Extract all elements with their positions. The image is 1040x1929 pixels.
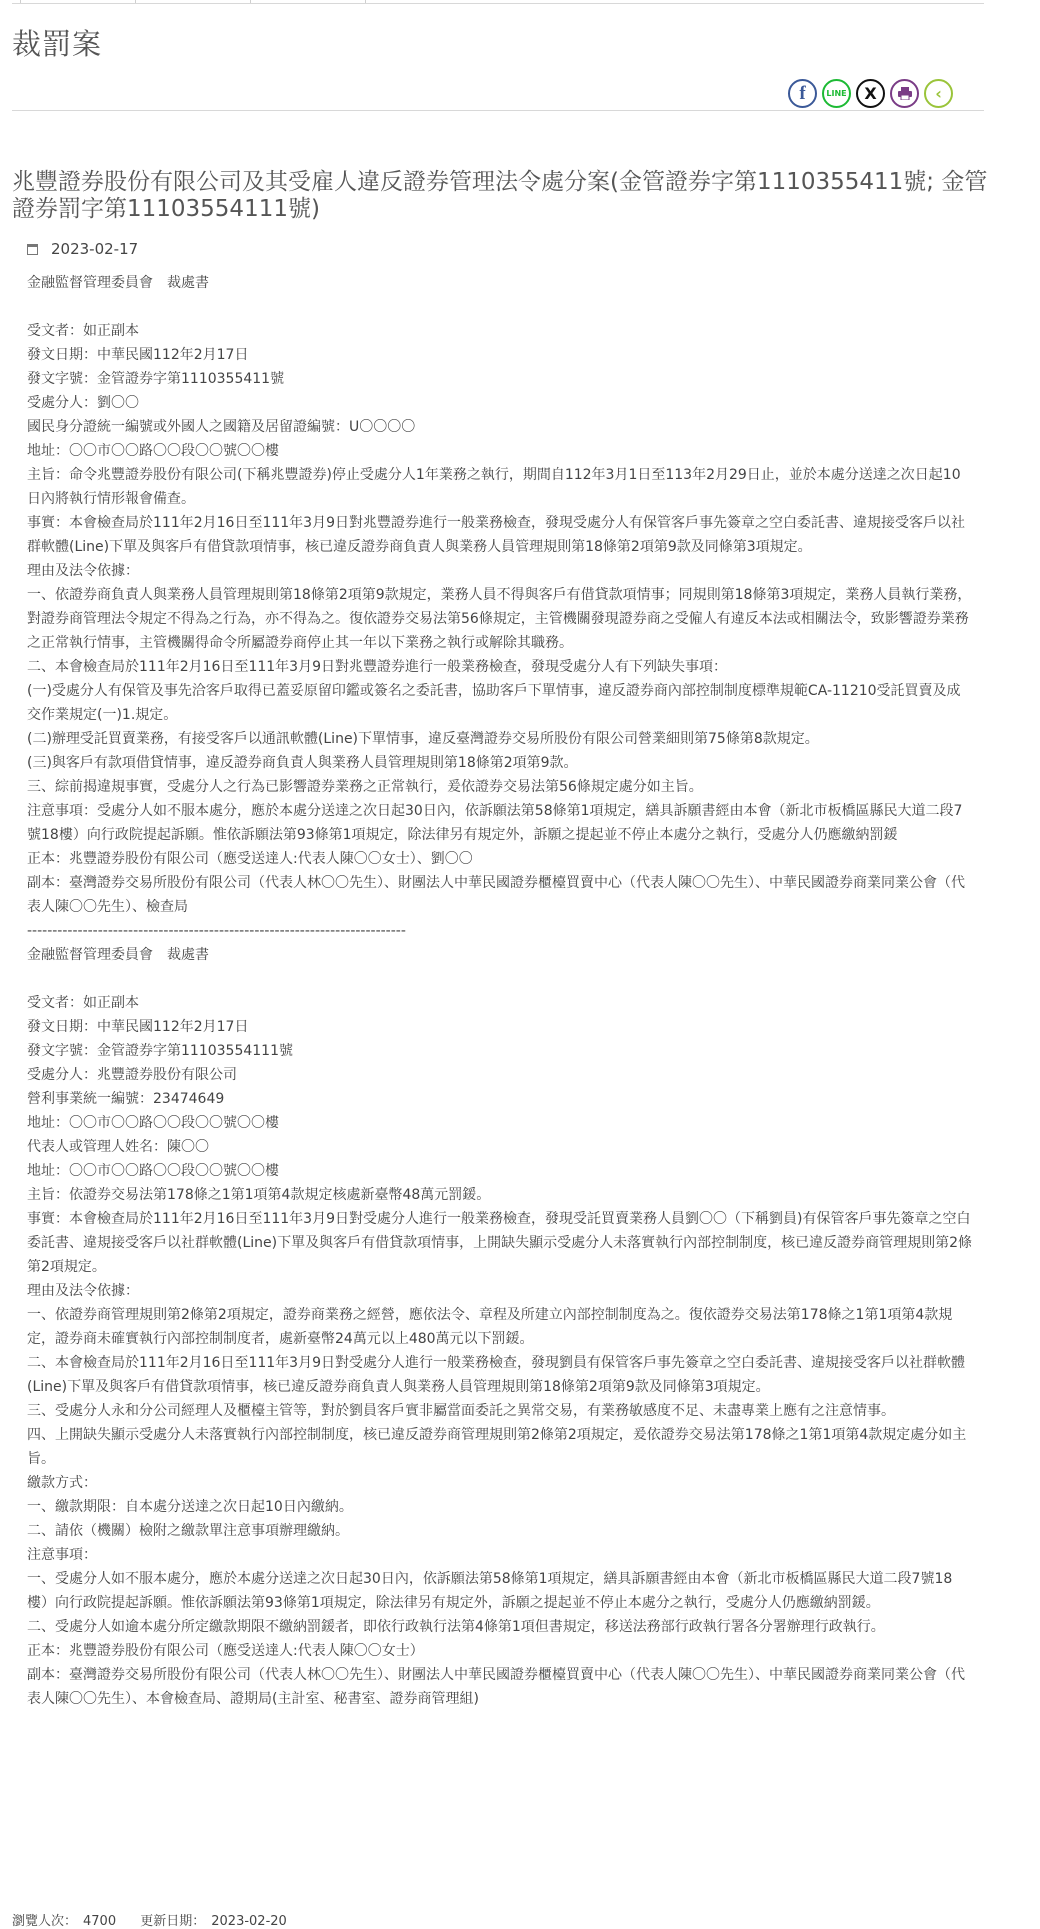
body-line: 副本：臺灣證券交易所股份有限公司（代表人林〇〇先生）、財團法人中華民國證券櫃檯買賣中心（代表人陳〇〇先生）、中華民國證券商業同業公會（代表人陳〇〇先生）、檢查局	[27, 875, 965, 915]
body-line: 主旨：依證券交易法第178條之1第1項第4款規定核處新臺幣48萬元罰鍰。	[27, 1187, 491, 1203]
body-line: 事實：本會檢查局於111年2月16日至111年3月9日對兆豐證券進行一般業務檢查，發現受處分人有保管客戶事先簽章之空白委託書、違規接受客戶以社群軟體(Line)下單及與客戶有借貸款項情事，核已違反證券商負責人與業務人員管理規則第18條第2項第9款及同條第3項規定。	[27, 515, 965, 555]
body-line: 事實：本會檢查局於111年2月16日至111年3月9日對受處分人進行一般業務檢查，發現受託買賣業務人員劉〇〇（下稱劉員)有保管客戶事先簽章之空白委託書、違規接受客戶以社群軟體(Line)下單及與客戶有借貸款項情事，上開缺失顯示受處分人未落實執行內部控制制度，核已違反證券商管理規則第2條第2項規定。	[27, 1211, 973, 1275]
body-line: 副本：臺灣證券交易所股份有限公司（代表人林〇〇先生）、財團法人中華民國證券櫃檯買賣中心（代表人陳〇〇先生）、中華民國證券商業同業公會（代表人陳〇〇先生）、本會檢查局、證期局(主計室、秘書室、證券商管理組)	[27, 1667, 965, 1707]
body-line: 受處分人：兆豐證券股份有限公司	[27, 1067, 237, 1083]
body-line: 金融監督管理委員會 裁處書	[27, 947, 209, 963]
body-line: 發文字號：金管證券字第1110355411號	[27, 371, 285, 387]
body-line: 代表人或管理人姓名：陳〇〇	[27, 1139, 209, 1155]
body-line: 注意事項：	[27, 1547, 97, 1563]
body-line: 一、受處分人如不服本處分，應於本處分送達之次日起30日內，依訴願法第58條第1項規定，繕具訴願書經由本會（新北市板橋區縣民大道二段7號18樓）向行政院提起訴願。惟依訴願法第93條第1項規定，除法律另有規定外，訴願之提起並不停止本處分之執行，受處分人仍應繳納罰鍰。	[27, 1571, 953, 1611]
body-line: 三、受處分人永和分公司經理人及櫃檯主管等，對於劉員客戶實非屬當面委託之異常交易，有業務敏感度不足、未盡專業上應有之注意情事。	[27, 1403, 895, 1419]
views-count: 4700	[83, 1914, 117, 1929]
body-line: (二)辦理受託買賣業務，有接受客戶以通訊軟體(Line)下單情事，違反臺灣證券交易所股份有限公司營業細則第75條第8款規定。	[27, 731, 819, 747]
body-line: 二、本會檢查局於111年2月16日至111年3月9日對兆豐證券進行一般業務檢查，發現受處分人有下列缺失事項：	[27, 659, 727, 675]
body-line: 理由及法令依據：	[27, 563, 139, 579]
body-line: 理由及法令依據：	[27, 1283, 139, 1299]
article-date-row	[27, 240, 138, 258]
body-line: 受文者：如正副本	[27, 323, 139, 339]
body-line: 一、依證券商管理規則第2條第2項規定，證券商業務之經營，應依法令、章程及所建立內部控制制度為之。復依證券交易法第178條之1第1項第4款規定，證券商未確實執行內部控制制度者，處新臺幣24萬元以上480萬元以下罰鍰。	[27, 1307, 953, 1347]
page-footer	[12, 1910, 293, 1929]
body-line: 地址：〇〇市〇〇路〇〇段〇〇號〇〇樓	[27, 1115, 279, 1131]
print-button[interactable]	[890, 79, 919, 108]
title-divider	[12, 110, 984, 111]
article-body	[27, 271, 972, 1711]
body-line: (一)受處分人有保管及事先洽客戶取得已蓋妥原留印鑑或簽名之委託書，協助客戶下單情事，違反證券商內部控制制度標準規範CA-11210受託買賣及成交作業規定(一)1.規定。	[27, 683, 961, 723]
body-line: 發文字號：金管證券字第11103554111號	[27, 1043, 293, 1059]
body-line: (三)與客戶有款項借貸情事，違反證券商負責人與業務人員管理規則第18條第2項第9款。	[27, 755, 578, 771]
share-toolbar	[788, 79, 953, 111]
line-share-button[interactable]: LINE	[822, 79, 851, 108]
body-line: 四、上開缺失顯示受處分人未落實執行內部控制制度，核已違反證券商管理規則第2條第2項規定，爰依證券交易法第178條之1第1項第4款規定處分如主旨。	[27, 1427, 967, 1467]
body-line: ---------------------------------------------------------------------------	[27, 923, 406, 939]
body-line: 注意事項：受處分人如不服本處分，應於本處分送達之次日起30日內，依訴願法第58條第1項規定，繕具訴願書經由本會（新北市板橋區縣民大道二段7號18樓）向行政院提起訴願。惟依訴願法第93條第1項規定，除法律另有規定外，訴願之提起並不停止本處分之執行，受處分人仍應繳納罰鍰	[27, 803, 963, 843]
body-line: 營利事業統一編號：23474649	[27, 1091, 225, 1107]
body-line: 金融監督管理委員會 裁處書	[27, 275, 209, 291]
updated-date: 2023-02-20	[211, 1914, 287, 1929]
body-line: 二、本會檢查局於111年2月16日至111年3月9日對受處分人進行一般業務檢查，發現劉員有保管客戶事先簽章之空白委託書、違規接受客戶以社群軟體(Line)下單及與客戶有借貸款項情事，核已違反證券商負責人與業務人員管理規則第18條第2項第9款及同條第3項規定。	[27, 1355, 965, 1395]
body-line: 一、依證券商負責人與業務人員管理規則第18條第2項第9款規定，業務人員不得與客戶有借貸款項情事；同規則第18條第3項規定，業務人員執行業務，對證券商管理法令規定不得為之行為，亦不得為之。復依證券交易法第56條規定，主管機關發現證券商之受僱人有違反本法或相關法令，致影響證券業務之正常執行情事，主管機關得命令所屬證券商停止其一年以下業務之執行或解除其職務。	[27, 587, 972, 651]
body-line: 三、綜前揭違規事實，受處分人之行為已影響證券業務之正常執行，爰依證券交易法第56條規定處分如主旨。	[27, 779, 703, 795]
body-line: 二、請依（機關）檢附之繳款單注意事項辦理繳納。	[27, 1523, 349, 1539]
body-line: 國民身分證統一編號或外國人之國籍及居留證編號：U〇〇〇〇	[27, 419, 416, 435]
body-line	[27, 967, 972, 991]
print-icon	[898, 87, 912, 100]
body-line: 一、繳款期限：自本處分送達之次日起10日內繳納。	[27, 1499, 353, 1515]
body-line: 繳款方式：	[27, 1475, 97, 1491]
body-line: 受處分人：劉〇〇	[27, 395, 139, 411]
body-line: 主旨：命令兆豐證券股份有限公司(下稱兆豐證券)停止受處分人1年業務之執行，期間自112年3月1日至113年2月29日止，並於本處分送達之次日起10日內將執行情形報會備查。	[27, 467, 961, 507]
body-line: 正本：兆豐證券股份有限公司（應受送達人:代表人陳〇〇女士）	[27, 1643, 424, 1659]
body-line	[27, 295, 972, 319]
back-button[interactable]: ‹	[924, 79, 953, 108]
body-line: 發文日期：中華民國112年2月17日	[27, 347, 249, 363]
top-divider	[12, 3, 984, 4]
updated-label: 更新日期：	[140, 1914, 206, 1929]
body-line: 受文者：如正副本	[27, 995, 139, 1011]
body-line: 地址：〇〇市〇〇路〇〇段〇〇號〇〇樓	[27, 1163, 279, 1179]
body-line: 正本：兆豐證券股份有限公司（應受送達人:代表人陳〇〇女士）、劉〇〇	[27, 851, 473, 867]
x-share-button[interactable]: X	[856, 79, 885, 108]
body-line: 二、受處分人如逾本處分所定繳款期限不繳納罰鍰者，即依行政執行法第4條第1項但書規定，移送法務部行政執行署各分署辦理行政執行。	[27, 1619, 885, 1635]
body-line: 發文日期：中華民國112年2月17日	[27, 1019, 249, 1035]
facebook-share-button[interactable]: f	[788, 79, 817, 108]
views-label: 瀏覽人次：	[12, 1914, 78, 1929]
article-title: 兆豐證券股份有限公司及其受雇人違反證券管理法令處分案(金管證券字第1110355411號; 金管證券罰字第11103554111號)	[12, 169, 988, 222]
page-title: 裁罰案	[12, 27, 103, 61]
article-date: 2023-02-17	[51, 240, 139, 258]
calendar-icon	[27, 244, 38, 255]
body-line: 地址：〇〇市〇〇路〇〇段〇〇號〇〇樓	[27, 443, 279, 459]
